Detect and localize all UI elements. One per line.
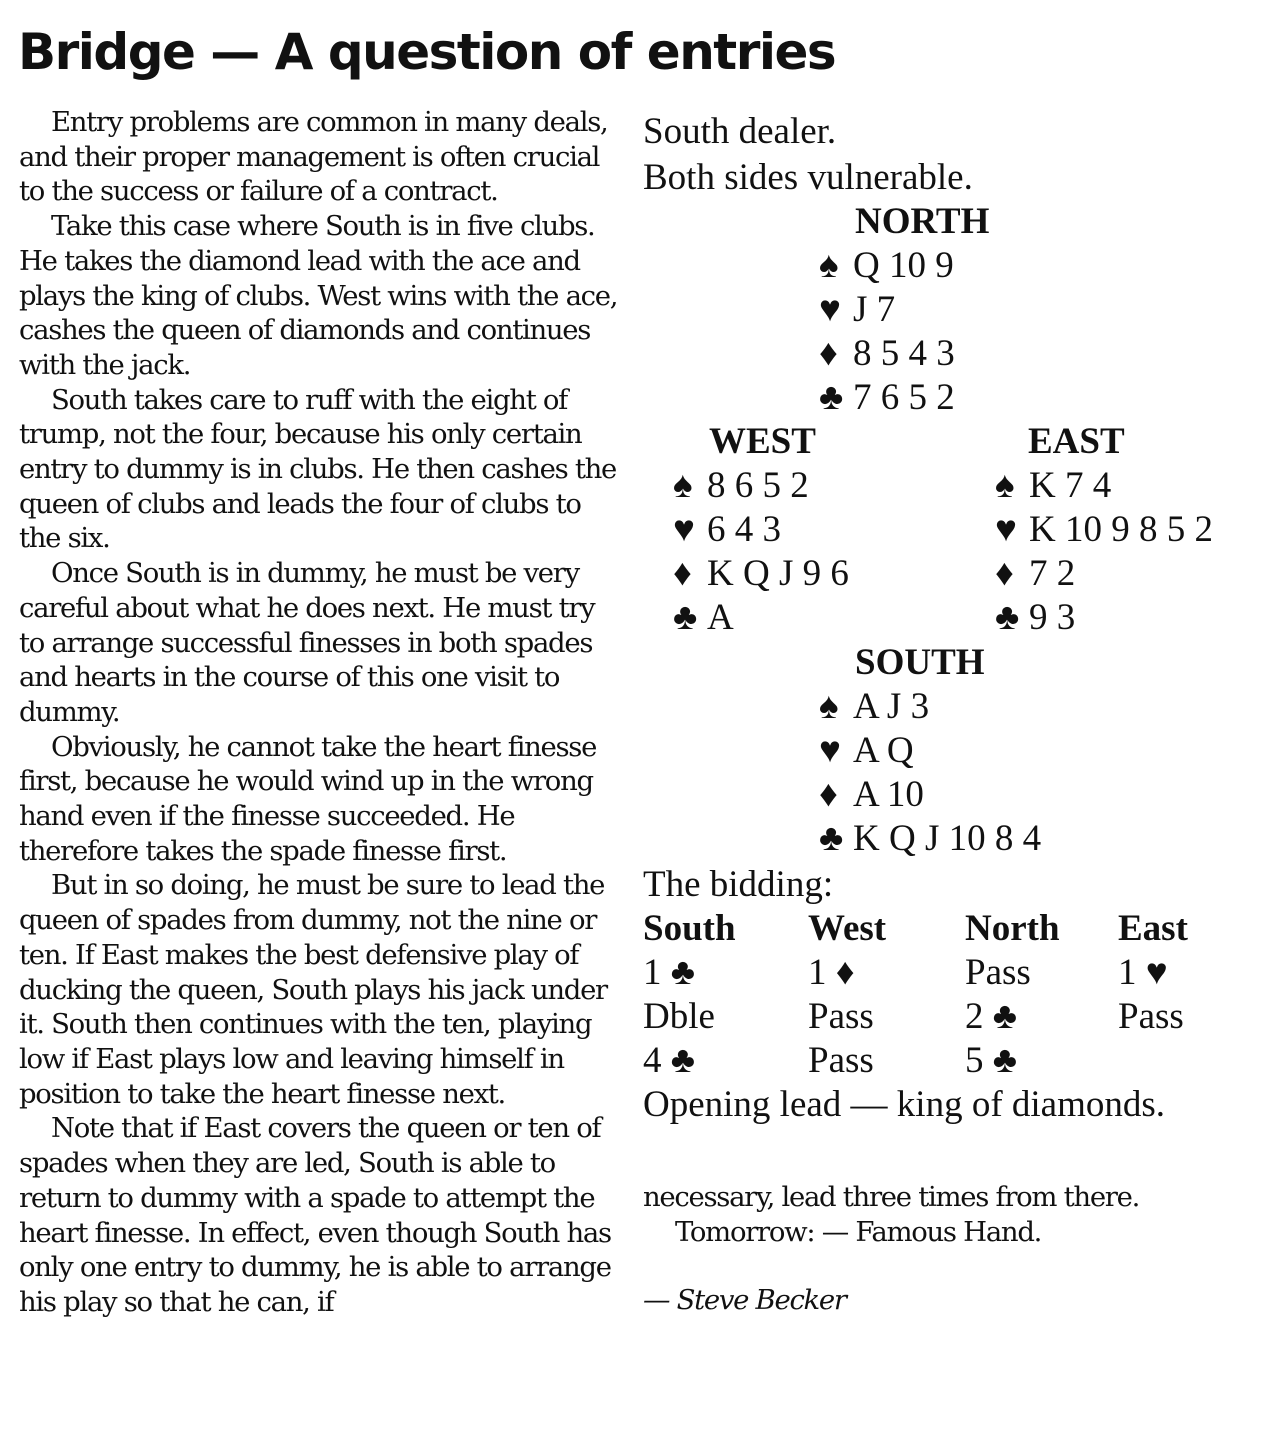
dealer-line: South dealer.	[643, 111, 837, 152]
north-diamonds: ♦ 8 5 4 3	[819, 332, 955, 377]
north-spades: ♠ Q 10 9	[819, 244, 954, 289]
bid-cell: 2 ♣	[965, 996, 1018, 1037]
west-spades: ♠ 8 6 5 2	[673, 464, 809, 509]
bidding-header-south: South	[643, 908, 736, 949]
bid-cell: Pass	[808, 1040, 874, 1081]
club-icon: ♣	[673, 597, 698, 638]
south-clubs: ♣ K Q J 10 8 4	[819, 817, 1041, 862]
south-diamonds: ♦ A 10	[819, 773, 924, 818]
club-icon: ♣	[995, 597, 1020, 638]
club-icon: ♣	[819, 818, 844, 859]
east-hearts: ♥ K 10 9 8 5 2	[995, 508, 1213, 553]
south-hearts: ♥ A Q	[819, 729, 914, 774]
bid-cell: Dble	[643, 996, 715, 1037]
article-paragraph: Once South is in dummy, he must be very careful about what he does next. He must try to arrange successful finesses in both spades and hearts in the course of this one visit to dummy.	[19, 557, 595, 728]
vulnerability-line: Both sides vulnerable.	[643, 157, 973, 198]
spade-icon: ♠	[819, 245, 839, 286]
south-label: SOUTH	[855, 642, 985, 683]
north-clubs: ♣ 7 6 5 2	[819, 376, 955, 421]
bid-cell: 4 ♣	[643, 1040, 696, 1081]
north-label: NORTH	[855, 201, 990, 242]
diamond-icon: ♦	[819, 333, 838, 374]
west-diamonds: ♦ K Q J 9 6	[673, 552, 849, 597]
article-paragraph: Entry problems are common in many deals, and their proper management is often crucial to the success or failure of a contract.	[19, 106, 608, 208]
article-paragraph: Take this case where South is in five clubs. He takes the diamond lead with the ace and plays the king of clubs. West wins with the ace, cashes the queen of diamonds and continues with the jack.	[19, 210, 618, 381]
spade-icon: ♠	[673, 465, 693, 506]
tomorrow-note: Tomorrow: — Famous Hand.	[675, 1215, 1042, 1248]
spade-icon: ♠	[995, 465, 1015, 506]
article-paragraph: Note that if East covers the queen or ten of spades when they are led, South is able to return to dummy with a spade to attempt the heart finesse. In effect, even though South has only one entry to dummy, he is able to arrange his play so that he can, if	[19, 1112, 611, 1318]
bid-cell: 1 ♦	[808, 952, 855, 993]
west-hearts: ♥ 6 4 3	[673, 508, 781, 553]
bid-cell: 5 ♣	[965, 1040, 1018, 1081]
article-body	[19, 105, 619, 1320]
heart-icon: ♥	[819, 289, 841, 330]
article-paragraph: But in so doing, he must be sure to lead the queen of spades from dummy, not the nine or ten. If East makes the best defensive play of ducking the queen, South plays his jack under it. South then continues with the ten, playing low if East plays low and leaving himself in position to take the heart finesse next.	[19, 869, 607, 1110]
west-clubs: ♣ A	[673, 596, 734, 641]
bid-cell: Pass	[1118, 996, 1184, 1037]
article-continuation	[643, 1180, 1263, 1318]
headline: Bridge — A question of entries	[18, 23, 836, 81]
bidding-header-north: North	[965, 908, 1060, 949]
article-paragraph: South takes care to ruff with the eight of trump, not the four, because his only certain entry to dummy is in clubs. He then cashes the queen of clubs and leads the four of clubs to the six.	[19, 383, 617, 555]
north-hearts: ♥ J 7	[819, 288, 895, 333]
diamond-icon: ♦	[995, 553, 1014, 594]
spade-icon: ♠	[819, 686, 839, 727]
east-label: EAST	[1028, 421, 1125, 462]
bid-cell: 1 ♥	[1118, 952, 1168, 993]
bidding-title: The bidding:	[643, 864, 834, 905]
east-spades: ♠ K 7 4	[995, 464, 1111, 509]
bid-cell: 1 ♣	[643, 952, 696, 993]
diamond-icon: ♦	[673, 553, 692, 594]
byline: — Steve Becker	[643, 1284, 846, 1317]
heart-icon: ♥	[819, 730, 841, 771]
east-clubs: ♣ 9 3	[995, 596, 1075, 641]
heart-icon: ♥	[673, 509, 695, 550]
club-icon: ♣	[819, 377, 844, 418]
east-diamonds: ♦ 7 2	[995, 552, 1075, 597]
west-label: WEST	[709, 421, 816, 462]
continuation-text: necessary, lead three times from there.	[643, 1181, 1140, 1213]
heart-icon: ♥	[995, 509, 1017, 550]
bid-cell: Pass	[965, 952, 1031, 993]
south-spades: ♠ A J 3	[819, 685, 929, 730]
bid-cell: Pass	[808, 996, 874, 1037]
diamond-icon: ♦	[819, 774, 838, 815]
bidding-header-east: East	[1118, 908, 1188, 949]
bidding-header-west: West	[808, 908, 887, 949]
article-paragraph: Obviously, he cannot take the heart finesse first, because he would wind up in the wrong hand even if the finesse succeeded. He therefore takes the spade finesse first.	[19, 730, 597, 867]
opening-lead: Opening lead — king of diamonds.	[643, 1084, 1166, 1125]
